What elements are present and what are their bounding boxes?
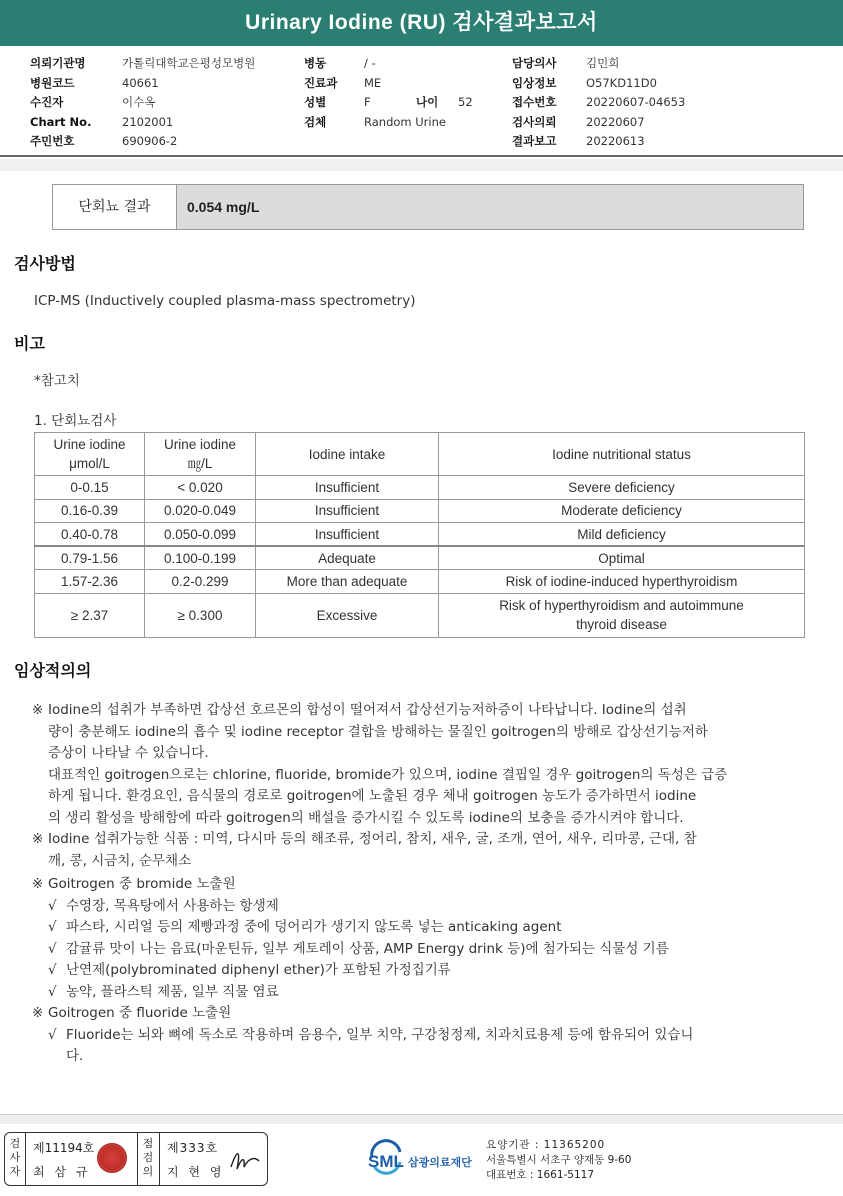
table-cell: < 0.020 <box>145 476 256 500</box>
check-icon: √ <box>48 983 57 1000</box>
info-row-clinical-info <box>512 74 685 94</box>
check-icon: √ <box>48 1026 57 1043</box>
info-row-request-date <box>512 113 685 133</box>
bromide-title: ※ Goitrogen 중 bromide 노출원 <box>32 874 792 896</box>
info-value: 이수옥 <box>122 95 156 109</box>
info-label: 검체 <box>304 114 327 129</box>
result-value: 0.054 mg/L <box>177 185 803 229</box>
clinical-line: ※ Iodine 섭취가능한 식품 : 미역, 다시마 등의 해조류, 정어리, 참치, 새우, 굴, 조개, 연어, 새우, 리마콩, 근대, 참 <box>32 829 792 851</box>
table-row <box>35 523 805 547</box>
examiner-license-no: 제11194호 <box>33 1141 95 1155</box>
table-cell: 1.57-2.36 <box>35 570 145 594</box>
info-value: 가톨릭대학교은평성모병원 <box>122 56 256 70</box>
info-row-ward <box>304 54 473 74</box>
clinical-line: 의 생리 활성을 방해함에 따라 goitrogen의 배설을 증가시킬 수 있도록 iodine의 보충을 증가시켜야 합니다. <box>48 809 684 826</box>
confirmer-license-no: 제333호 <box>167 1141 219 1155</box>
header-cell: Iodine intake <box>256 433 439 476</box>
header-unit: μmol/L <box>69 456 110 471</box>
confirmer-name: 지 현 영 <box>167 1165 225 1179</box>
info-value: Random Urine <box>364 114 446 129</box>
info-row-report-date <box>512 132 685 152</box>
remarks-heading: 비고 <box>14 334 45 353</box>
clinical-line: 하게 됩니다. 환경요인, 음식물의 경로로 goitrogen에 노출된 경우 체내 goitrogen 농도가 증가하면서 iodine <box>48 788 697 804</box>
signature-scribble-icon <box>227 1145 263 1175</box>
info-value: ME <box>364 75 382 90</box>
table-cell: ≥ 2.37 <box>35 593 145 637</box>
clinical-line: 깨, 콩, 시금치, 순무채소 <box>48 852 192 869</box>
confirmer-label: 점 검 의 <box>142 1137 154 1178</box>
table-header-row <box>35 433 805 476</box>
org-info <box>486 1138 631 1183</box>
table-cell: 0.2-0.299 <box>145 570 256 594</box>
clinical-line: ※ Iodine의 섭취가 부족하면 갑상선 호르몬의 합성이 떨어져서 갑상선기능저하증이 나타납니다. Iodine의 섭취 <box>32 700 792 722</box>
patient-info-col1 <box>30 54 255 152</box>
fluoride-title: ※ Goitrogen 중 fluoride 노출원 <box>32 1003 792 1025</box>
check-icon: √ <box>48 940 57 957</box>
table-cell: 0.40-0.78 <box>35 523 145 547</box>
info-label: 병동 <box>304 56 327 70</box>
table-cell: Risk of hyperthyroidism and autoimmune thyroid disease <box>439 593 805 637</box>
info-value: 2102001 <box>122 114 174 129</box>
bromide-item: √ 수영장, 목욕탕에서 사용하는 항생제 <box>32 896 792 918</box>
examiner-name: 최 삼 규 <box>33 1165 91 1179</box>
table-cell: 0-0.15 <box>35 476 145 500</box>
result-box <box>52 184 804 230</box>
info-value: 20220607-04653 <box>586 95 686 109</box>
table-cell: 0.79-1.56 <box>35 546 145 570</box>
reference-note: *참고치 <box>34 373 80 389</box>
table-row <box>35 476 805 500</box>
info-row-institution <box>30 54 255 74</box>
header-cell <box>145 433 256 476</box>
patient-info-col3 <box>512 54 685 152</box>
table-cell: Optimal <box>439 546 805 570</box>
info-row-accession-no <box>512 93 685 113</box>
footer-divider <box>0 1114 843 1124</box>
table-cell: Mild deficiency <box>439 523 805 547</box>
check-icon: √ <box>48 962 57 978</box>
info-value: 20220607 <box>586 114 645 129</box>
info-label: 의뢰기관명 <box>30 56 86 70</box>
examiner-seal-icon <box>97 1143 127 1173</box>
org-phone: 대표번호 : 1661-5117 <box>486 1169 595 1181</box>
table-cell: Insufficient <box>256 499 439 523</box>
info-value: / - <box>364 56 376 70</box>
info-label: Chart No. <box>30 114 92 129</box>
reference-mark-icon: ※ <box>32 702 44 718</box>
table-row <box>35 546 805 570</box>
reference-table-title: 1. 단회뇨검사 <box>34 413 117 429</box>
info-value: F <box>364 95 371 109</box>
report-title: Urinary Iodine (RU) 검사결과보고서 <box>0 0 843 46</box>
info-row-chart-no <box>30 113 255 133</box>
reference-mark-icon: ※ <box>32 1005 44 1021</box>
sml-logo-text: SML <box>368 1152 404 1171</box>
table-row <box>35 593 805 637</box>
bromide-item: √ 감귤류 맛이 나는 음료(마운틴듀, 일부 게토레이 상품, AMP Energy drink 등)에 첨가되는 식물성 기름 <box>32 939 792 961</box>
table-cell: Insufficient <box>256 476 439 500</box>
table-cell: Adequate <box>256 546 439 570</box>
info-label: 수진자 <box>30 95 64 109</box>
header-unit: ㎎/L <box>187 456 213 471</box>
reference-table <box>34 432 805 638</box>
table-cell: Severe deficiency <box>439 476 805 500</box>
info-label: 나이 <box>416 95 439 109</box>
table-cell: Excessive <box>256 593 439 637</box>
bromide-item: √ 농약, 플라스틱 제품, 일부 직물 염료 <box>32 982 792 1004</box>
table-cell: 0.050-0.099 <box>145 523 256 547</box>
clinical-significance <box>32 700 792 1068</box>
table-cell: Moderate deficiency <box>439 499 805 523</box>
method-text: ICP-MS (Inductively coupled plasma-mass spectrometry) <box>34 293 416 309</box>
info-row-patient <box>30 93 255 113</box>
info-row-specimen <box>304 113 473 133</box>
org-name: 삼광의료재단 <box>408 1156 472 1169</box>
bromide-item: √ 난연제(polybrominated diphenyl ether)가 포함된 가정집기류 <box>32 960 792 982</box>
info-row-sex-age <box>304 93 473 113</box>
info-label: 담당의사 <box>512 56 557 70</box>
info-row-department <box>304 74 473 94</box>
table-cell: Risk of iodine-induced hyperthyroidism <box>439 570 805 594</box>
fluoride-item: √ Fluoride는 뇌와 뼈에 독소로 작용하며 음용수, 일부 치약, 구강청정제, 치과치료용제 등에 함유되어 있습니 <box>32 1025 792 1047</box>
info-label: 검사의뢰 <box>512 114 557 129</box>
info-label: 주민번호 <box>30 134 75 148</box>
signature-box <box>4 1132 268 1186</box>
org-code: 요양기관 : 11365200 <box>486 1139 606 1151</box>
table-cell: 0.020-0.049 <box>145 499 256 523</box>
table-cell: Insufficient <box>256 523 439 547</box>
header-cell: Iodine nutritional status <box>439 433 805 476</box>
info-label: 임상정보 <box>512 75 557 90</box>
reference-mark-icon: ※ <box>32 831 44 847</box>
info-value: 690906-2 <box>122 134 178 148</box>
bromide-item: √ 파스타, 시리얼 등의 제빵과정 중에 덩어리가 생기지 않도록 넣는 anticaking agent <box>32 917 792 939</box>
info-label: 진료과 <box>304 75 338 90</box>
info-label: 결과보고 <box>512 134 557 148</box>
info-label: 병원코드 <box>30 75 75 90</box>
clinical-line: 증상이 나타날 수 있습니다. <box>48 745 209 761</box>
org-address: 서울특별시 서초구 양재동 9-60 <box>486 1154 632 1166</box>
clinical-line: 량이 충분해도 iodine의 흡수 및 iodine receptor 결합을 방해하는 물질인 goitrogen의 방해로 갑상선기능저하 <box>48 723 708 740</box>
info-label: 접수번호 <box>512 95 557 109</box>
table-cell: More than adequate <box>256 570 439 594</box>
info-row-hospital-code <box>30 74 255 94</box>
info-row-resident-no <box>30 132 255 152</box>
info-value: 20220613 <box>586 134 645 148</box>
info-value: 김민희 <box>586 56 620 70</box>
header-divider-band <box>0 159 843 171</box>
info-value: O57KD11D0 <box>586 75 657 90</box>
header-line: Urine iodine <box>163 437 237 452</box>
check-icon: √ <box>48 919 57 935</box>
header-cell <box>35 433 145 476</box>
reference-mark-icon: ※ <box>32 876 44 892</box>
header-line: Urine iodine <box>53 437 126 452</box>
info-value: 52 <box>458 95 473 109</box>
examiner-label: 검 사 자 <box>9 1137 21 1178</box>
table-cell: 0.100-0.199 <box>145 546 256 570</box>
table-cell: ≥ 0.300 <box>145 593 256 637</box>
info-value: 40661 <box>122 75 159 90</box>
result-label: 단회뇨 결과 <box>53 185 177 229</box>
info-label: 성별 <box>304 95 327 109</box>
fluoride-item: 다. <box>66 1048 84 1064</box>
patient-info-col2 <box>304 54 473 132</box>
table-cell: 0.16-0.39 <box>35 499 145 523</box>
clinical-heading: 임상적의의 <box>14 661 92 680</box>
clinical-line: 대표적인 goitrogen으로는 chlorine, fluoride, bromide가 있으며, iodine 결핍일 경우 goitrogen의 독성은 급증 <box>48 766 728 783</box>
check-icon: √ <box>48 897 57 914</box>
table-row <box>35 570 805 594</box>
method-heading: 검사방법 <box>14 254 76 273</box>
info-row-doctor <box>512 54 685 74</box>
table-row <box>35 499 805 523</box>
